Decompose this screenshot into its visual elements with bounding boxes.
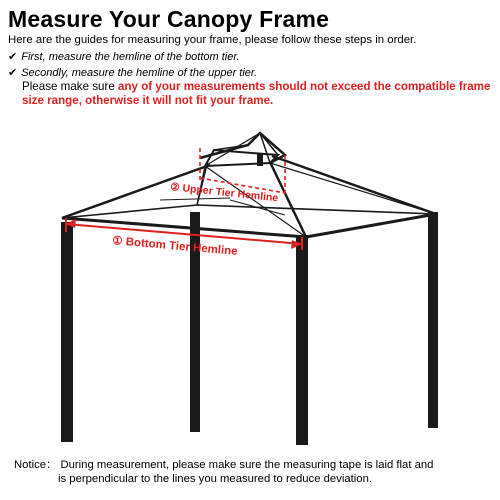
- notice-text: [14, 458, 494, 486]
- finial-cap: [257, 154, 263, 166]
- brace-5: [160, 198, 230, 200]
- brace-3: [270, 163, 436, 214]
- leg-back-right: [428, 212, 438, 428]
- warning-prefix: Please make sure: [22, 80, 119, 93]
- step-first-text: First, measure the hemline of the bottom tier.: [21, 51, 240, 63]
- page-title: Measure Your Canopy Frame: [8, 6, 330, 32]
- intro-text: Here are the guides for measuring your frame, please follow these steps in order.: [8, 34, 417, 46]
- finial: [257, 154, 263, 166]
- upper-ridge-2: [260, 133, 278, 155]
- upper-tier-frame: [200, 133, 285, 166]
- bottom-tier-front-edges: [62, 214, 436, 237]
- leg-front-right: [296, 235, 308, 445]
- upper-tier-label: ② Upper Tier Hemline: [169, 181, 279, 205]
- notice-label: Notice：: [14, 459, 58, 471]
- bottom-tier-frame: [62, 205, 436, 237]
- bottom-tier-label: ① Bottom Tier Hemline: [111, 235, 239, 258]
- notice-line-1: During measurement, please make sure the measuring tape is laid flat and: [57, 459, 434, 471]
- checkmark-icon: ✔: [8, 51, 18, 63]
- step-second-text: Secondly, measure the hemline of the upper tier.: [21, 67, 258, 79]
- checkmark-icon: ✔: [8, 67, 18, 79]
- notice-line-2: is perpendicular to the lines you measured to reduce deviation.: [58, 473, 372, 485]
- rafter-back-right: [272, 156, 436, 214]
- warning-highlight: any of your measurements should not exceed the compatible frame size range, otherwise it will not fit your frame.: [22, 80, 491, 107]
- bottom-tier-back-edges: [62, 205, 436, 218]
- leg-front-left: [61, 222, 73, 442]
